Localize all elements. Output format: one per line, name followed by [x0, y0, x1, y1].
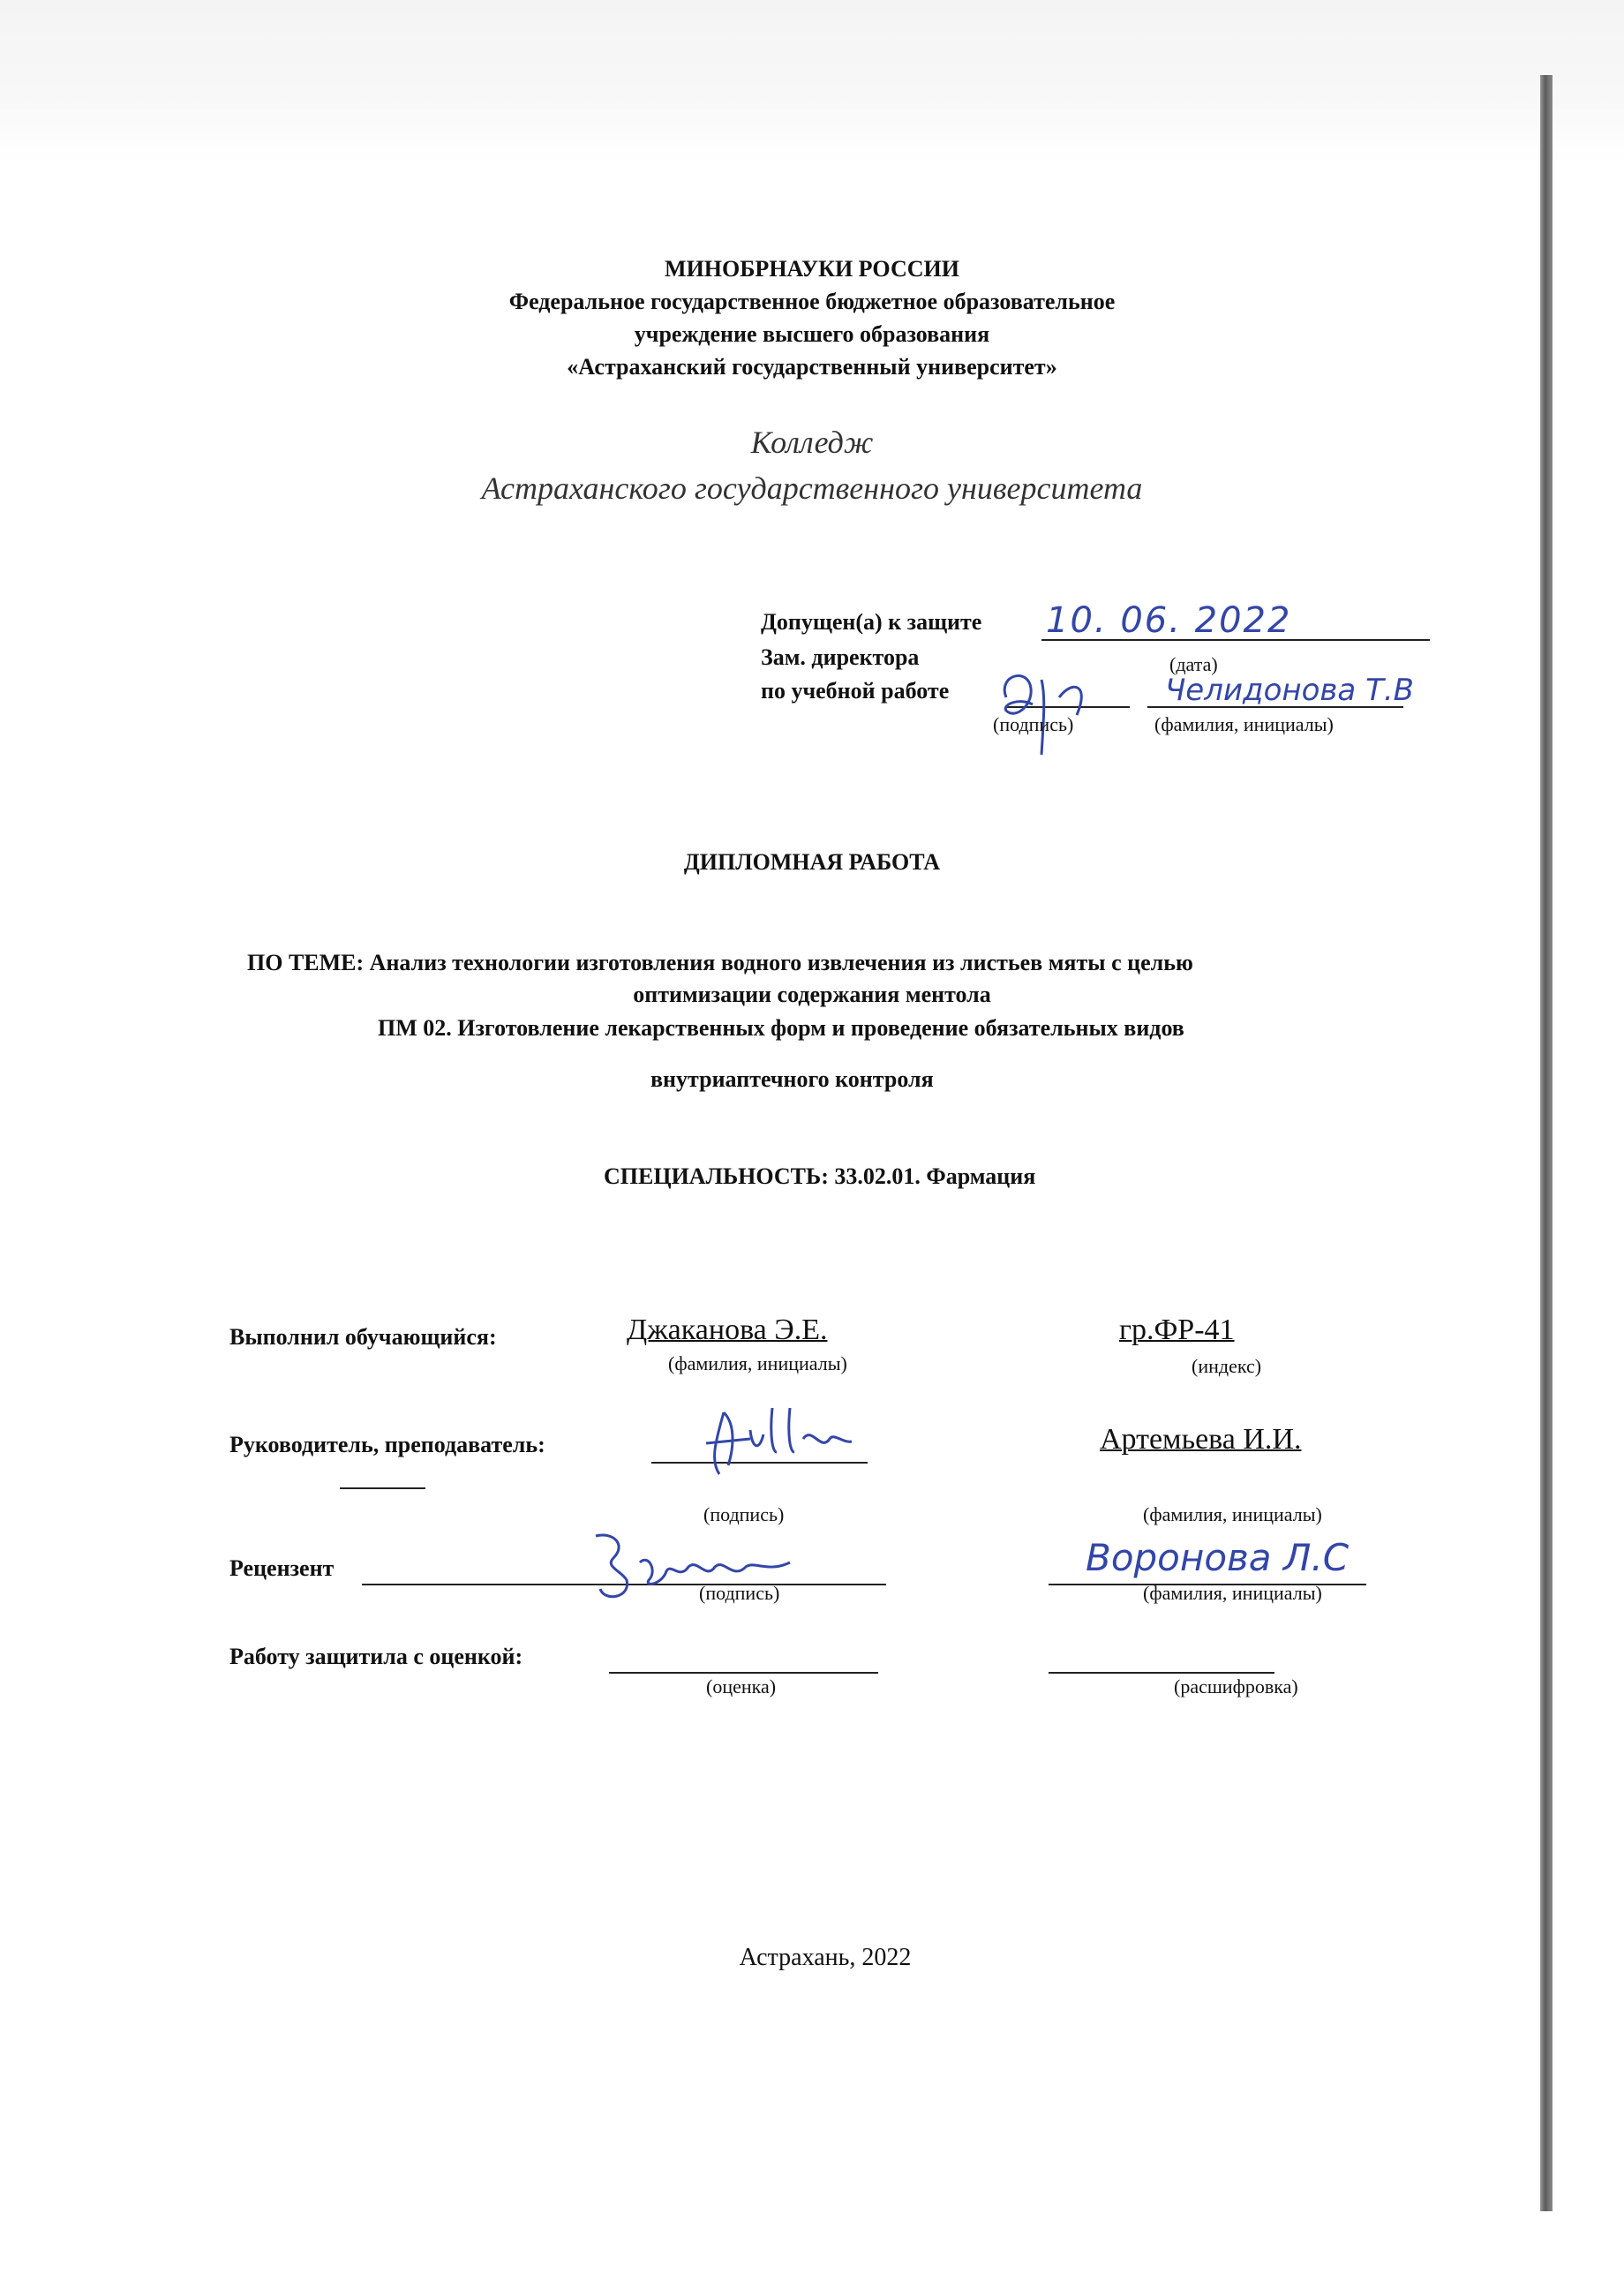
supervisor-name: Артемьева И.И. [1100, 1423, 1302, 1456]
scan-shadow-top [0, 0, 1624, 163]
grade-decode-caption: (расшифровка) [1174, 1675, 1298, 1698]
document-title: ДИПЛОМНАЯ РАБОТА [683, 849, 941, 875]
student-group-caption: (индекс) [1192, 1355, 1262, 1377]
institution-line-2: учреждение высшего образования [634, 321, 990, 347]
supervisor-dash-line [340, 1461, 425, 1489]
deputy-signature-image [980, 644, 1147, 759]
deputy-name-caption: (фамилия, инициалы) [1154, 713, 1334, 735]
institution-line-1: Федеральное государственное бюджетное образовательное [508, 289, 1116, 314]
deputy-sign-caption: (подпись) [993, 713, 1074, 735]
supervisor-name-caption: (фамилия, инициалы) [1143, 1503, 1322, 1525]
supervisor-signature-image [688, 1390, 865, 1479]
grade-label: Работу защитила с оценкой: [229, 1644, 523, 1669]
topic-line-3: ПМ 02. Изготовление лекарственных форм и проведение обязательных видов [378, 1015, 1184, 1041]
student-group: гр.ФР-41 [1119, 1314, 1235, 1346]
deputy-director-label: Зам. директора [761, 644, 920, 670]
reviewer-sign-caption: (подпись) [699, 1582, 780, 1604]
reviewer-name-caption: (фамилия, инициалы) [1143, 1582, 1322, 1604]
topic-line-4: внутриаптечного контроля [650, 1066, 934, 1092]
reviewer-label: Рецензент [229, 1555, 335, 1581]
ministry-name: МИНОБРНАУКИ РОССИИ [665, 256, 959, 282]
college-line-1: Колледж [750, 425, 874, 460]
deputy-name-handwritten: Челидонова Т.В [1165, 673, 1414, 708]
supervisor-label: Руководитель, преподаватель: [229, 1432, 545, 1457]
topic-line-2: оптимизации содержания ментола [633, 982, 991, 1007]
specialty: СПЕЦИАЛЬНОСТЬ: 33.02.01. Фармация [604, 1163, 1036, 1189]
city-year: Астрахань, 2022 [739, 1944, 912, 1971]
admitted-label: Допущен(а) к защите [761, 609, 982, 635]
admitted-date-handwritten: 10. 06. 2022 [1046, 600, 1292, 641]
institution-line-3: «Астраханский государственный университет» [567, 354, 1057, 380]
grade-caption: (оценка) [706, 1675, 777, 1698]
date-caption: (дата) [1169, 653, 1218, 675]
student-name: Джаканова Э.Е. [627, 1314, 828, 1346]
grade-decode-line [1049, 1644, 1274, 1674]
college-line-2: Астраханского государственного университета [481, 470, 1143, 506]
topic-line-1: ПО ТЕМЕ: Анализ технологии изготовления водного извлечения из листьев мяты с целью [247, 950, 1193, 975]
academic-work-label: по учебной работе [761, 678, 950, 704]
grade-line [609, 1644, 878, 1674]
supervisor-sign-caption: (подпись) [703, 1503, 785, 1525]
scan-edge-right [1540, 75, 1553, 2211]
student-name-caption: (фамилия, инициалы) [668, 1352, 847, 1374]
reviewer-name-handwritten: Воронова Л.С [1086, 1536, 1350, 1579]
student-label: Выполнил обучающийся: [229, 1324, 497, 1350]
